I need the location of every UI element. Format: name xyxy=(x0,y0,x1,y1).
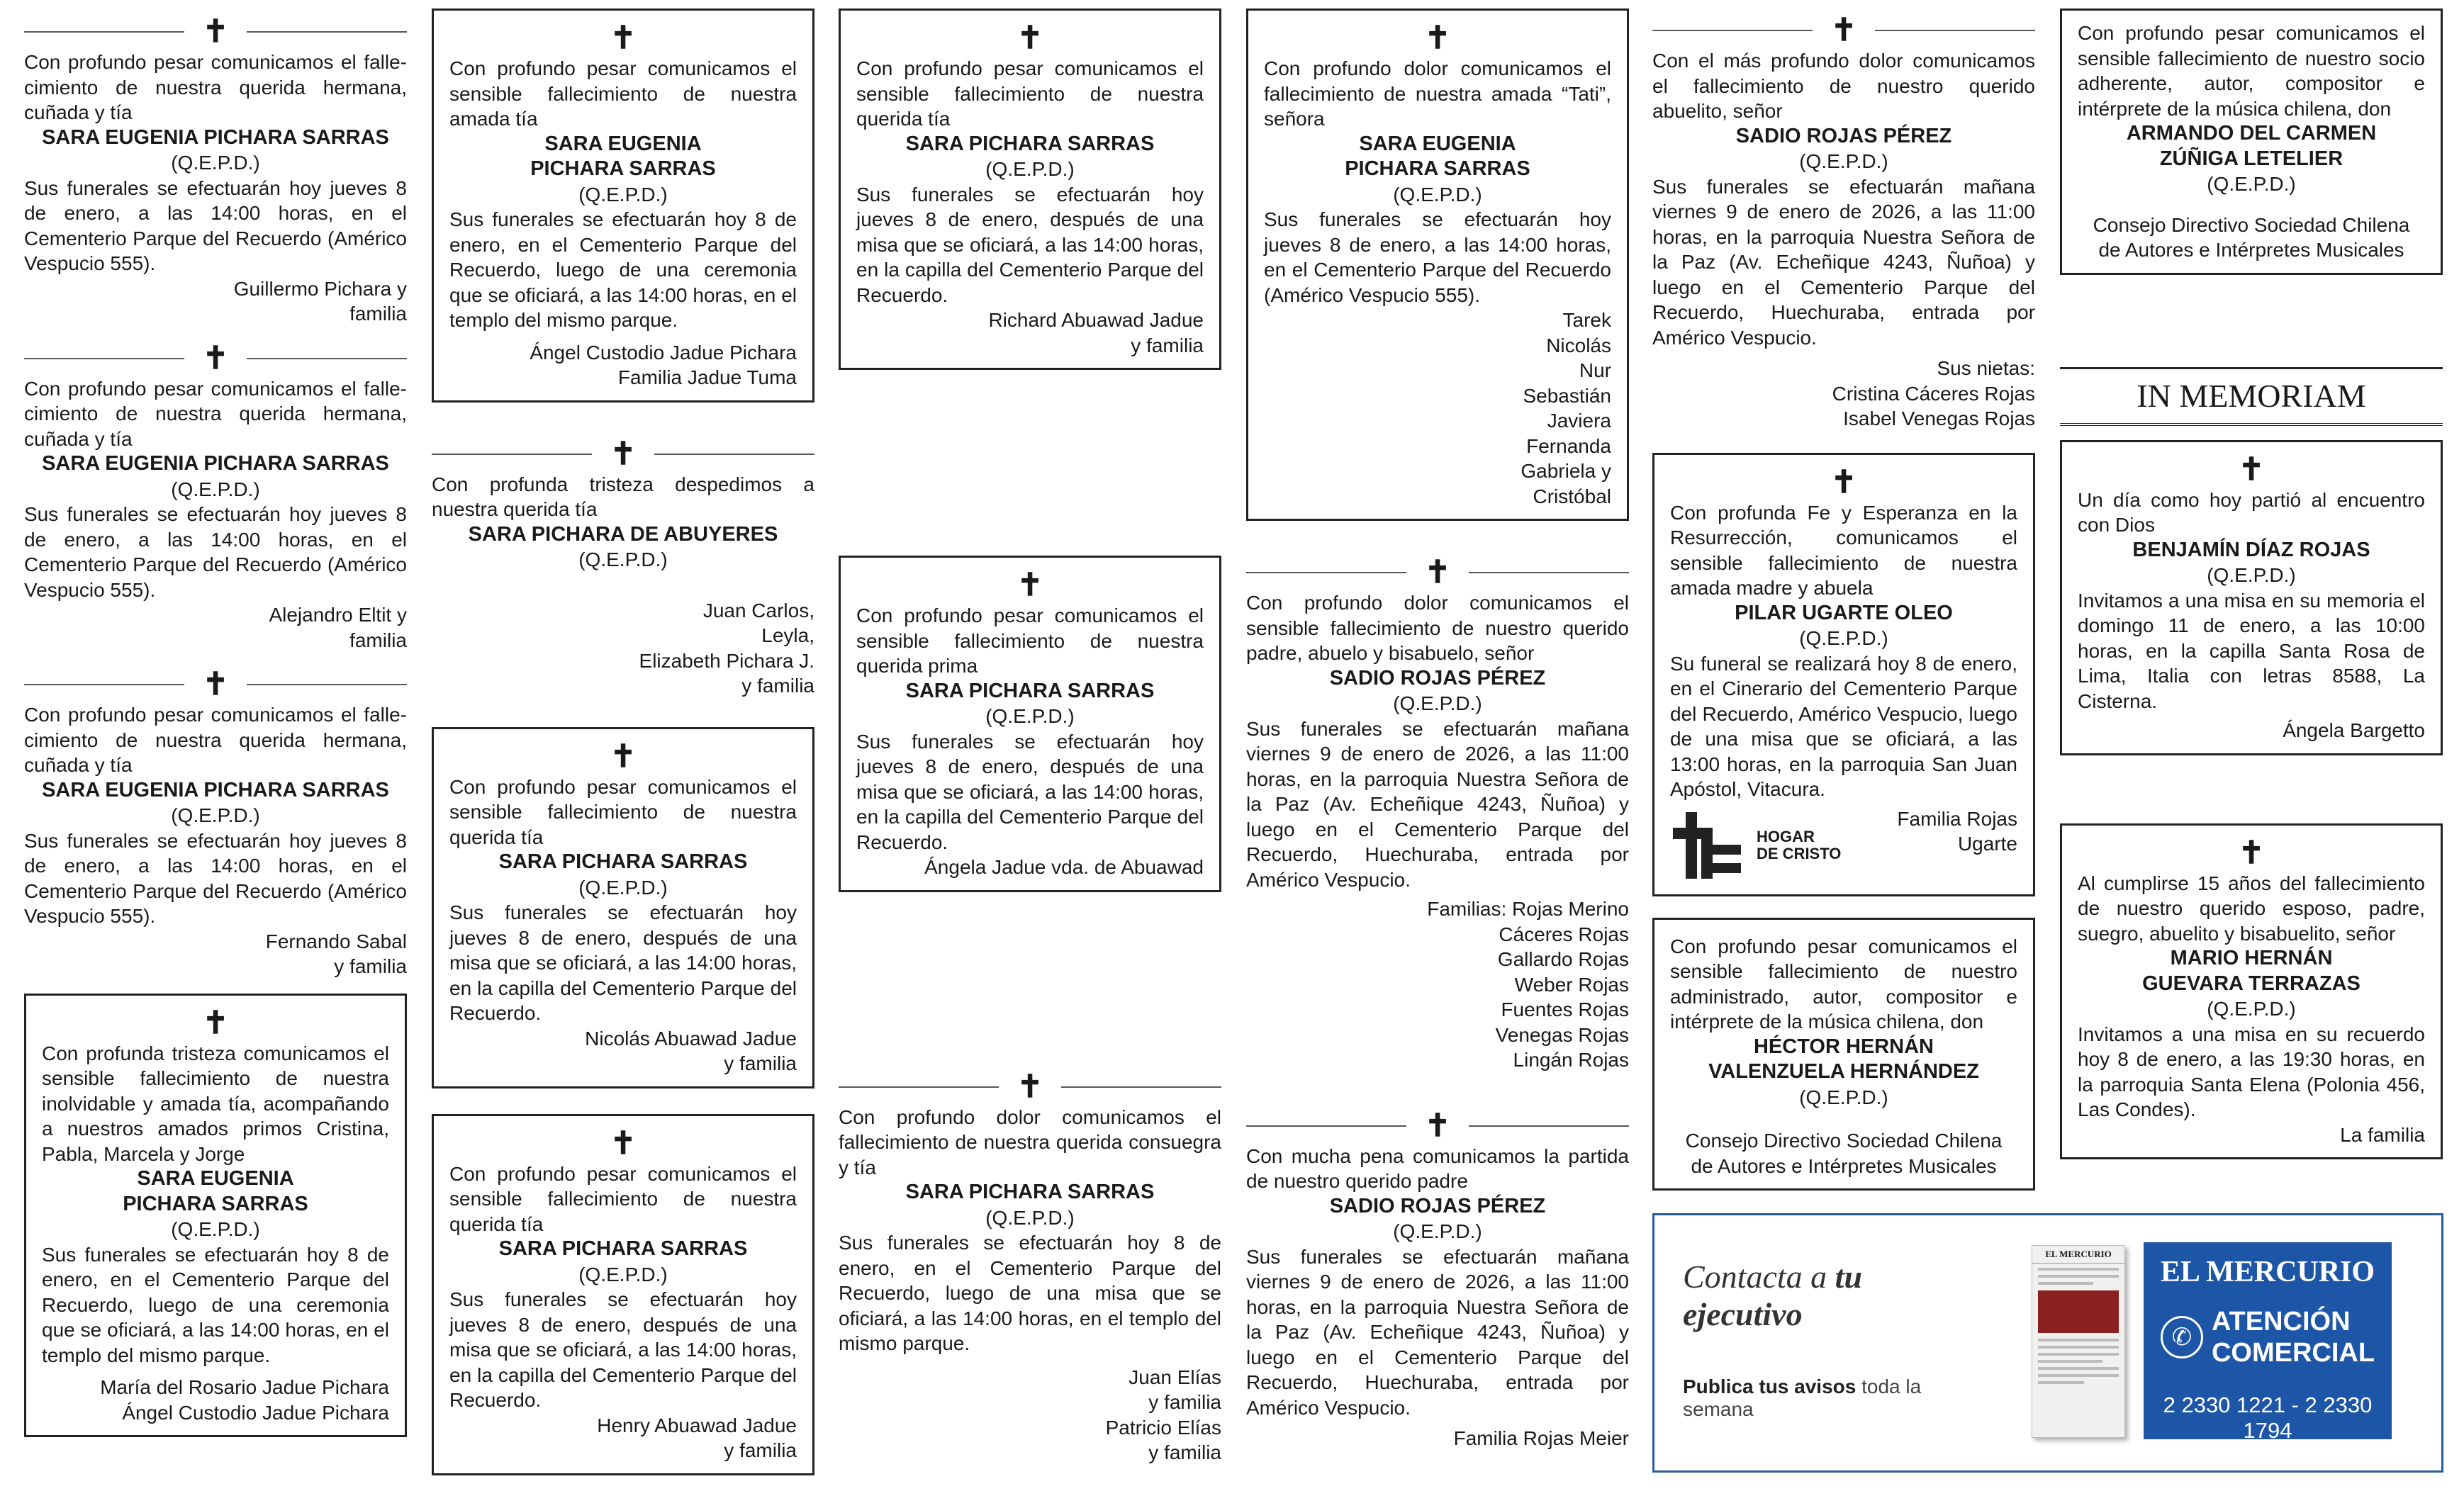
notice-body: Sus funerales se efectuarán hoy jueves 8 de enero, después de una misa que se oficiará, a las 14:00 horas, en la capilla del Cementerio Parque del Recuerdo. xyxy=(449,901,797,1024)
signature: Cristina Cáceres Rojas xyxy=(1832,382,2035,405)
in-memoriam-heading: IN MEMORIAM xyxy=(2060,367,2443,426)
brand-name: EL MERCURIO xyxy=(2160,1256,2375,1288)
deceased-name: PICHARA SARRAS xyxy=(1345,157,1530,180)
notice-intro: Un día como hoy partió al encuentro con Dios xyxy=(2078,488,2425,536)
cross-icon: ✝ xyxy=(1246,1108,1629,1144)
notice xyxy=(24,14,407,327)
notice xyxy=(2060,440,2443,755)
notice-body: Sus funerales se efectuarán hoy jueves 8 de enero, después de una misa que se oficiará, a las 14:00 horas, en la capilla del Cementerio Parque del Recuerdo. xyxy=(856,730,1204,853)
deceased-name: SARA EUGENIA PICHARA SARRAS xyxy=(42,778,389,801)
qepd: (Q.E.P.D.) xyxy=(171,152,260,174)
phone-numbers[interactable]: 2 2330 1221 - 2 2330 1794 xyxy=(2163,1392,2373,1443)
cross-icon: ✝ xyxy=(2238,451,2265,487)
notice-intro: Con profundo pesar comunicamos el sensible fallecimiento de nuestro administrado, autor, compositor e intérprete de la música chilena, don xyxy=(1670,935,2017,1033)
notice-body: Sus funerales se efectuarán mañana viernes 9 de enero de 2026, a las 11:00 horas, en la parroquia Nuestra Señora de la Paz (Av. Echeñique 4243, Ñuñoa) y luego en el Cementerio Parque del Recuerdo, Huechuraba, entrada por Américo Vespucio. xyxy=(1652,175,2035,349)
notice-intro: Con profunda Fe y Esperanza en la Resurrección, comunicamos el sensible fallecimiento de nuestra amada madre y abuela xyxy=(1670,501,2017,599)
notice xyxy=(2060,823,2443,1160)
signature: de Autores e Intérpretes Musicales xyxy=(1691,1154,1997,1177)
qepd: (Q.E.P.D.) xyxy=(2207,564,2296,586)
deceased-name: SADIO ROJAS PÉREZ xyxy=(1329,666,1546,690)
signature: Juan Carlos, xyxy=(702,599,814,621)
deceased-name: HÉCTOR HERNÁN xyxy=(1753,1035,1934,1058)
signature: Fernanda xyxy=(1526,434,1611,457)
cross-icon: ✝ xyxy=(1830,464,1857,500)
phone-icon: ✆ xyxy=(2161,1316,2203,1358)
deceased-name: BENJAMÍN DÍAZ ROJAS xyxy=(2132,538,2370,561)
signature: Weber Rojas xyxy=(1514,973,1629,996)
deceased-name: SARA EUGENIA xyxy=(1359,132,1516,155)
qepd: (Q.E.P.D.) xyxy=(578,1263,668,1285)
signature: Elizabeth Pichara J. xyxy=(639,649,814,672)
notice-body: Sus funerales se efectuarán mañana viernes 9 de enero de 2026, a las 11:00 horas, en la parroquia Nuestra Señora de la Paz (Av. Echeñique 4243, Ñuñoa) y luego en el Cementerio Parque del Recuerdo, Huechuraba, entrada por Américo Vespucio. xyxy=(1246,1245,1629,1419)
cross-icon: ✝ xyxy=(1017,568,1043,602)
qepd: (Q.E.P.D.) xyxy=(171,1218,260,1240)
qepd: (Q.E.P.D.) xyxy=(985,158,1075,180)
signature: Cristóbal xyxy=(1533,485,1611,507)
deceased-name: ARMANDO DEL CARMEN xyxy=(2126,122,2377,145)
signature: Ángel Custodio Jadue Pichara xyxy=(530,341,797,364)
qepd: (Q.E.P.D.) xyxy=(985,705,1075,727)
signature: María del Rosario Jadue Pichara xyxy=(100,1376,389,1398)
notice-intro: Con profundo pesar comunicamos el fallecimiento de nuestra querida hermana, cuñada y tía xyxy=(24,704,407,776)
cross-icon: ✝ xyxy=(839,1069,1221,1105)
qepd: (Q.E.P.D.) xyxy=(1393,183,1482,206)
notice-intro: Con profunda tristeza comunicamos el sensible fallecimiento de nuestra inolvidable y amada tía, acompañando a nuestros amados primos Cristina, Pabla, Marcela y Jorge xyxy=(42,1042,389,1165)
notice xyxy=(1652,918,2035,1191)
signature: y familia xyxy=(1148,1391,1221,1413)
notice-body: Sus funerales se efectuarán hoy jueves 8 de enero, a las 14:00 horas, en el Cementerio Parque del Recuerdo (Américo Vespucio 555). xyxy=(24,829,407,927)
notice xyxy=(1246,555,1629,1073)
deceased-name: SARA PICHARA SARRAS xyxy=(905,679,1155,702)
hogar-de-cristo-cross-icon xyxy=(1670,806,1748,884)
cross-icon: ✝ xyxy=(1652,13,2035,48)
signature: y familia xyxy=(1131,334,1204,356)
notice xyxy=(432,9,814,403)
cross-icon: ✝ xyxy=(610,1125,637,1161)
logo-text: HOGAR xyxy=(1757,827,1815,845)
column-4 xyxy=(1246,9,1629,1451)
qepd: (Q.E.P.D.) xyxy=(1393,1220,1482,1242)
notice xyxy=(2060,9,2443,275)
deceased-name: PILAR UGARTE OLEO xyxy=(1735,601,1953,624)
notice xyxy=(432,437,814,699)
notice xyxy=(432,727,814,1088)
notice-body: Sus funerales se efectuarán hoy jueves 8 de enero, después de una misa que se oficiará, a las 14:00 horas, en la capilla del Cementerio Parque del Recuerdo. xyxy=(856,183,1204,306)
signature: Ángela Bargetto xyxy=(2283,719,2425,741)
notice-body: Sus funerales se efectuarán hoy 8 de enero, en el Cementerio Parque del Recuerdo, luego de una misa que se oficiará, a las 14:00 horas, en el templo del mismo parque. xyxy=(839,1232,1221,1354)
signature: Familia Jadue Tuma xyxy=(617,366,797,388)
qepd: (Q.E.P.D.) xyxy=(2207,998,2296,1020)
notice-body: Sus funerales se efectuarán hoy 8 de enero, en el Cementerio Parque del Recuerdo, luego de una ceremonia que se oficiará, a las 14:00 horas, en el templo del mismo parque. xyxy=(449,208,797,331)
atencion-comercial-label: ATENCIÓN COMERCIAL xyxy=(2211,1307,2375,1368)
notice-intro: Con profundo dolor comunicamos el fallecimiento de nuestra querida consuegra y tía xyxy=(839,1105,1221,1178)
cross-icon: ✝ xyxy=(24,341,407,376)
cross-icon: ✝ xyxy=(202,1005,229,1040)
signature: de Autores e Intérpretes Musicales xyxy=(2098,239,2404,261)
notice xyxy=(24,667,407,979)
logo-text: DE CRISTO xyxy=(1757,844,1842,862)
deceased-name: SARA EUGENIA xyxy=(137,1167,294,1190)
column-6 xyxy=(2060,9,2443,1159)
qepd: (Q.E.P.D.) xyxy=(2207,173,2296,195)
ad-text xyxy=(1683,1258,1988,1421)
signature: Tarek xyxy=(1562,309,1611,331)
column-3 xyxy=(839,9,1221,1465)
qepd: (Q.E.P.D.) xyxy=(1799,150,1888,172)
signature: Familias: Rojas Merino xyxy=(1427,898,1629,920)
deceased-name: SARA EUGENIA PICHARA SARRAS xyxy=(42,452,389,475)
notice-body: Invitamos a una misa en su recuerdo hoy 8 de enero, a las 19:30 horas, en la parroquia Santa Elena (Polonia 456, Las Condes). xyxy=(2078,1023,2425,1120)
notice-intro: Con profundo pesar comunicamos el sensible fallecimiento de nuestra amada tía xyxy=(449,57,797,130)
deceased-name: SARA PICHARA SARRAS xyxy=(498,1237,748,1260)
hogar-de-cristo-logo xyxy=(1670,806,1841,884)
notice-body: Sus funerales se efectuarán hoy jueves 8 de enero, después de una misa que se oficiará, a las 14:00 horas, en la capilla del Cementerio Parque del Recuerdo. xyxy=(449,1288,797,1411)
notice-intro: Con mucha pena comunicamos la partida de nuestro querido padre xyxy=(1246,1144,1629,1192)
signature: Familia Rojas xyxy=(1897,807,2017,830)
signature: Alejandro Eltit y xyxy=(269,604,407,626)
signature: Fernando Sabal xyxy=(265,930,407,952)
signature: Isabel Venegas Rojas xyxy=(1843,407,2035,429)
cross-icon: ✝ xyxy=(24,14,407,50)
deceased-name: PICHARA SARRAS xyxy=(530,157,716,180)
deceased-name: SADIO ROJAS PÉREZ xyxy=(1329,1194,1546,1217)
signature: Venegas Rojas xyxy=(1495,1023,1629,1046)
signature: Henry Abuawad Jadue xyxy=(597,1414,797,1436)
deceased-name: ZÚÑIGA LETELIER xyxy=(2159,147,2343,170)
notice-body: Sus funerales se efectuarán hoy 8 de enero, en el Cementerio Parque del Recuerdo, luego de una ceremonia que se oficiará, a las 14:00 horas, en el templo del mismo parque. xyxy=(42,1243,389,1366)
signature: Juan Elías xyxy=(1129,1366,1221,1388)
notice-body: Su funeral se realizará hoy 8 de enero, en el Cinerario del Cementerio Parque del Recuerdo, Américo Vespucio, luego de una misa que se oficiará, a las 13:00 horas, en la parroquia San Juan Apóstol, Vitacura. xyxy=(1670,652,2017,800)
signature: Familia Rojas Meier xyxy=(1453,1427,1629,1449)
notice xyxy=(432,1114,814,1475)
deceased-name: SARA EUGENIA xyxy=(544,132,702,155)
signature: Lingán Rojas xyxy=(1513,1049,1629,1071)
qepd: (Q.E.P.D.) xyxy=(1799,627,1888,649)
notice xyxy=(24,994,407,1438)
notice-intro: Al cumplirse 15 años del fallecimiento de nuestro querido esposo, padre, suegro, abuelito y bisabuelito, señor xyxy=(2078,872,2425,945)
signature: y familia xyxy=(1148,1441,1221,1463)
deceased-name: SADIO ROJAS PÉREZ xyxy=(1735,124,1952,147)
notice xyxy=(839,556,1221,892)
notice-intro: Con el más profundo dolor comunicamos el fallecimiento de nuestro querido abuelito, señor xyxy=(1652,50,2035,122)
deceased-name: SARA PICHARA SARRAS xyxy=(905,132,1155,155)
signature: Ángela Jadue vda. de Abuawad xyxy=(924,856,1204,878)
signature: Gallardo Rojas xyxy=(1497,948,1629,970)
signature: Nur xyxy=(1579,359,1611,381)
notice-intro: Con profundo pesar comunicamos el fallecimiento de nuestra querida hermana, cuñada y tía xyxy=(24,377,407,450)
signature-with-logo xyxy=(1670,806,2017,884)
qepd: (Q.E.P.D.) xyxy=(1393,692,1482,714)
signature: familia xyxy=(349,629,407,651)
signature: Patricio Elías xyxy=(1105,1416,1221,1439)
cross-icon: ✝ xyxy=(2238,835,2265,870)
notice xyxy=(1652,453,2035,896)
signature: Guillermo Pichara y xyxy=(233,277,407,300)
signature: Richard Abuawad Jadue xyxy=(988,309,1204,331)
qepd: (Q.E.P.D.) xyxy=(578,876,668,899)
qepd: (Q.E.P.D.) xyxy=(171,804,260,826)
cross-icon: ✝ xyxy=(1246,555,1629,590)
notice-body: Sus funerales se efectuarán hoy jueves 8 de enero, a las 14:00 horas, en el Cementerio Parque del Recuerdo (Américo Vespucio 555). xyxy=(24,176,407,274)
signature: y familia xyxy=(724,1052,797,1074)
notice-body: Sus funerales se efectuarán mañana viernes 9 de enero de 2026, a las 11:00 horas, en la parroquia Nuestra Señora de la Paz (Av. Echeñique 4243, Ñuñoa) y luego en el Cementerio Parque del Recuerdo, Huechuraba, entrada por Américo Vespucio. xyxy=(1246,717,1629,891)
cross-icon: ✝ xyxy=(432,437,814,472)
notice-body: Invitamos a una misa en su memoria el domingo 11 de enero, a las 10:00 horas, en la capilla Santa Rosa de Lima, Italia con letras 8588, La Cisterna. xyxy=(2078,589,2425,712)
signature: Consejo Directivo Sociedad Chilena xyxy=(1685,1130,2003,1152)
notice-intro: Con profundo pesar comunicamos el sensible fallecimiento de nuestra querida tía xyxy=(856,57,1204,130)
ad-subtitle: Publica tus avisos toda la semana xyxy=(1683,1375,1922,1420)
paper-masthead: EL MERCURIO xyxy=(2032,1246,2124,1264)
newspaper-image xyxy=(2032,1245,2125,1438)
notice xyxy=(1246,1108,1629,1451)
signature: familia xyxy=(349,303,407,325)
notice-intro: Con profundo pesar comunicamos el sensible fallecimiento de nuestra querida prima xyxy=(856,604,1204,677)
column-1 xyxy=(24,14,407,1437)
signature: Cáceres Rojas xyxy=(1499,923,1629,945)
notice-body: Sus funerales se efectuarán hoy jueves 8 de enero, a las 14:00 horas, en el Cementerio Parque del Recuerdo (Américo Vespucio 555). xyxy=(24,503,407,601)
signature: y familia xyxy=(741,675,814,697)
signature: Leyla, xyxy=(761,624,814,646)
signature: La familia xyxy=(2340,1123,2425,1146)
notice-intro: Con profundo pesar comunicamos el sensible fallecimiento de nuestro socio adherente, autor, compositor e intérprete de la música chilena, don xyxy=(2078,22,2425,120)
signature: Nicolás xyxy=(1546,334,1611,356)
column-2 xyxy=(432,9,814,1475)
notice-intro: Con profundo pesar comunicamos el sensible fallecimiento de nuestra querida tía xyxy=(449,775,797,848)
signature: Ugarte xyxy=(1957,833,2017,855)
cross-icon: ✝ xyxy=(610,21,637,55)
notice-intro: Con profundo pesar comunicamos el sensible fallecimiento de nuestra querida tía xyxy=(449,1162,797,1235)
notice-intro: Con profundo dolor comunicamos el fallecimiento de nuestra amada “Tati”, señora xyxy=(1264,57,1611,130)
qepd: (Q.E.P.D.) xyxy=(578,548,668,570)
deceased-name: SARA PICHARA SARRAS xyxy=(905,1181,1155,1203)
notice-intro: Con profundo dolor comunicamos el sensible fallecimiento de nuestro querido padre, abuelo y bisabuelo, señor xyxy=(1246,592,1629,664)
deceased-name: SARA PICHARA DE ABUYERES xyxy=(468,522,778,546)
signature: Javiera xyxy=(1547,410,1611,432)
atencion-comercial-panel[interactable] xyxy=(2144,1242,2392,1443)
signature: y familia xyxy=(334,955,407,977)
qepd: (Q.E.P.D.) xyxy=(578,183,668,206)
cross-icon: ✝ xyxy=(1017,21,1043,55)
notice xyxy=(24,341,407,653)
notice xyxy=(839,9,1221,370)
notice-intro: Con profunda tristeza despedimos a nuestra querida tía xyxy=(432,473,814,520)
notice-body: Sus funerales se efectuarán hoy jueves 8 de enero, a las 14:00 horas, en el Cementerio Parque del Recuerdo (Américo Vespucio 555). xyxy=(1264,208,1611,306)
signature: Sus nietas: xyxy=(1937,357,2035,379)
signature: Fuentes Rojas xyxy=(1501,998,1629,1020)
qepd: (Q.E.P.D.) xyxy=(1799,1086,1888,1108)
el-mercurio-advertisement[interactable] xyxy=(1652,1213,2443,1473)
qepd: (Q.E.P.D.) xyxy=(985,1206,1075,1229)
signature: Sebastián xyxy=(1523,384,1611,407)
cross-icon: ✝ xyxy=(1424,21,1451,55)
notice xyxy=(1246,9,1629,521)
notice xyxy=(1652,13,2035,432)
signature: Gabriela y xyxy=(1521,460,1611,482)
deceased-name: VALENZUELA HERNÁNDEZ xyxy=(1708,1060,1979,1083)
signature: Nicolás Abuawad Jadue xyxy=(585,1027,797,1050)
signature: Ángel Custodio Jadue Pichara xyxy=(122,1401,389,1424)
column-5 xyxy=(1652,13,2035,1191)
deceased-name: MARIO HERNÁN xyxy=(2170,947,2333,969)
deceased-name: PICHARA SARRAS xyxy=(123,1192,308,1215)
ad-title: Contacta a tu ejecutivo xyxy=(1683,1259,1863,1332)
signature: y familia xyxy=(724,1439,797,1461)
cross-icon: ✝ xyxy=(24,667,407,702)
cross-icon: ✝ xyxy=(610,738,637,774)
notice xyxy=(839,1069,1221,1465)
signature: Consejo Directivo Sociedad Chilena xyxy=(2093,213,2410,236)
notice-intro: Con profundo pesar comunicamos el fallecimiento de nuestra querida hermana, cuñada y tía xyxy=(24,51,407,123)
qepd: (Q.E.P.D.) xyxy=(171,478,260,500)
deceased-name: GUEVARA TERRAZAS xyxy=(2142,972,2361,995)
deceased-name: SARA EUGENIA PICHARA SARRAS xyxy=(42,125,389,149)
deceased-name: SARA PICHARA SARRAS xyxy=(498,850,748,873)
